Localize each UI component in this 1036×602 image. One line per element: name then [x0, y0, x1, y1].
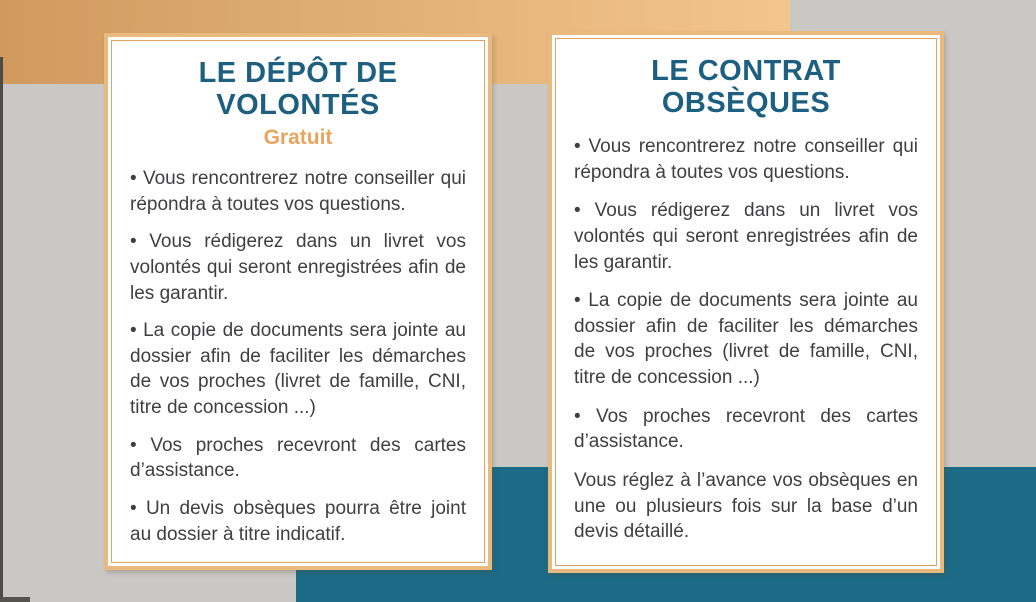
card-contrat-obseques: [548, 31, 944, 573]
left-edge-shadow: [0, 57, 3, 602]
bullet-item: • La copie de documents sera jointe au dossier afin de faciliter les démarches de vos proches (livret de famille, CNI, titre de concession ...): [130, 320, 466, 419]
bullet-item: • Vous rencontrerez notre conseiller qui répondra à toutes vos questions.: [130, 167, 466, 215]
card-depot-title: LE DÉPÔT DE VOLONTÉS: [198, 57, 398, 122]
bullet-item: • Vos proches recevront des cartes d’assistance.: [574, 405, 918, 453]
card-depot-bullet-list: [130, 166, 466, 547]
card-contrat-title: LE CONTRAT OBSÈQUES: [651, 55, 841, 120]
card-contrat-bullet-list: [574, 134, 918, 545]
bullet-item: • Vous rencontrerez notre conseiller qui répondra à toutes vos questions.: [574, 135, 918, 183]
card-contrat-content: [552, 35, 940, 569]
bullet-item: • Vous rédigerez dans un livret vos volontés qui seront enregistrées afin de les garantir.: [574, 200, 918, 273]
card-depot-content: [108, 37, 488, 566]
bullet-item: • Vos proches recevront des cartes d’assistance.: [130, 434, 466, 482]
card-depot-de-volontes: [104, 33, 492, 570]
card-depot-subtitle: Gratuit: [263, 125, 333, 149]
bottom-left-shadow: [0, 597, 30, 602]
bullet-item: • Un devis obsèques pourra être joint au dossier à titre indicatif.: [130, 497, 466, 545]
closing-paragraph: Vous réglez à l’avance vos obsèques en une ou plusieurs fois sur la base d’un devis détaillé.: [574, 469, 918, 543]
bullet-item: • Vous rédigerez dans un livret vos volontés qui seront enregistrées afin de les garantir.: [130, 231, 466, 304]
bullet-item: • La copie de documents sera jointe au dossier afin de faciliter les démarches de vos proches (livret de famille, CNI, titre de concession ...): [574, 290, 918, 389]
